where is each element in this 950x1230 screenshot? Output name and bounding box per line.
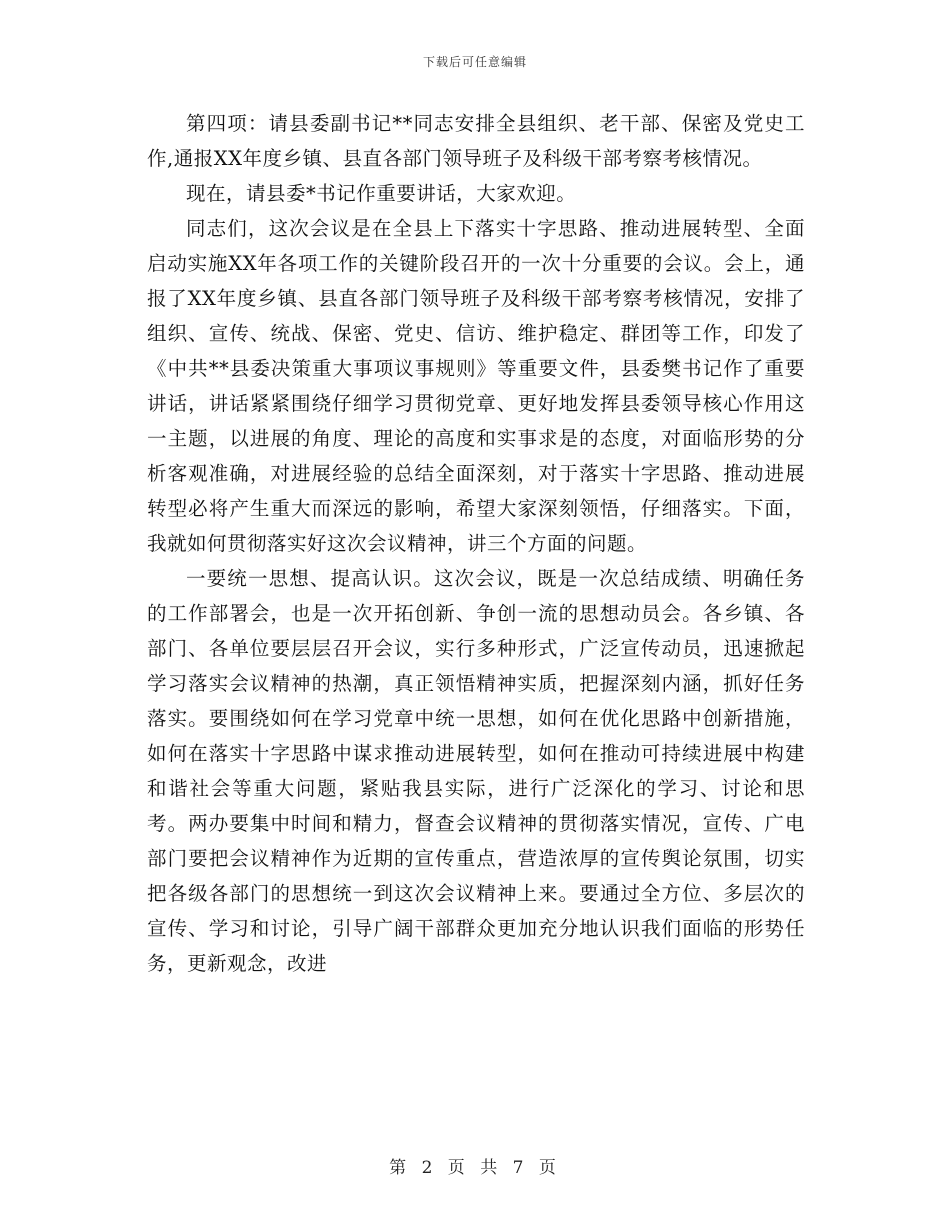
page-header: 下载后可任意编辑: [422, 55, 527, 69]
paragraph-meeting-summary: 同志们，这次会议是在全县上下落实十字思路、推动进展转型、全面启动实施XX年各项工作的关键阶段召开的一次十分重要的会议。会上，通报了XX年度乡镇、县直各部门领导班子及科级干部考察考核情况，安排了组织、宣传、统战、保密、党史、信访、维护稳定、群团等工作，印发了《中共**县委决策重大事项议事规则》等重要文件，县委樊书记作了重要讲话，讲话紧紧围绕仔细学习贯彻党章、更好地发挥县委领导核心作用这一主题，以进展的角度、理论的高度和实事求是的态度，对面临形势的分析客观准确，对进展经验的总结全面深刻，对于落实十字思路、推动进展转型必将产生重大而深远的影响，希望大家深刻领悟，仔细落实。下面，我就如何贯彻落实好这次会议精神，讲三个方面的问题。: [147, 217, 805, 555]
page-number-footer: 第 2 页 共 7 页: [389, 1158, 561, 1178]
document-body: [147, 106, 805, 981]
paragraph-invitation: 现在，请县委*书记作重要讲话，大家欢迎。: [186, 182, 577, 205]
paragraph-unify-thinking: 一要统一思想、提高认识。这次会议，既是一次总结成绩、明确任务的工作部署会，也是一次开拓创新、争创一流的思想动员会。各乡镇、各部门、各单位要层层召开会议，实行多种形式，广泛宣传动员，迅速掀起学习落实会议精神的热潮，真正领悟精神实质，把握深刻内涵，抓好任务落实。要围绕如何在学习党章中统一思想，如何在优化思路中创新措施，如何在落实十字思路中谋求推动进展转型，如何在推动可持续进展中构建和谐社会等重大问题，紧贴我县实际，进行广泛深化的学习、讨论和思考。两办要集中时间和精力，督查会议精神的贯彻落实情况，宣传、广电部门要把会议精神作为近期的宣传重点，营造浓厚的宣传舆论氛围，切实把各级各部门的思想统一到这次会议精神上来。要通过全方位、多层次的宣传、学习和讨论，引导广阔干部群众更加充分地认识我们面临的形势任务，更新观念，改进: [147, 567, 805, 975]
paragraph-agenda-item-4: 第四项：请县委副书记**同志安排全县组织、老干部、保密及党史工作,通报XX年度乡镇、县直各部门领导班子及科级干部考察考核情况。: [147, 112, 805, 170]
